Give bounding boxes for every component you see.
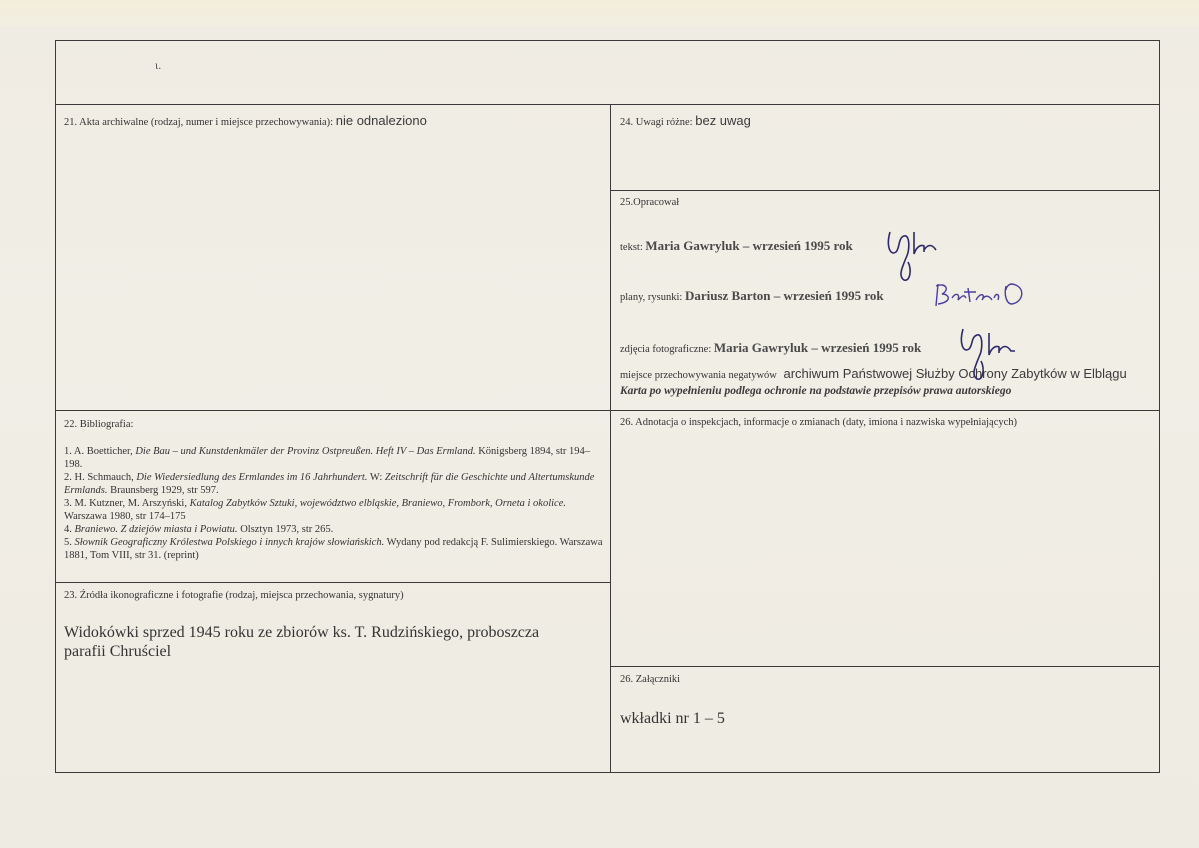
tekst-value: Maria Gawryluk – wrzesień 1995 rok (645, 238, 853, 253)
section-25-negatywy (620, 366, 1127, 381)
section-21 (64, 113, 427, 128)
negatywy-value: archiwum Państwowej Służby Ochrony Zabytków w Elblągu (783, 366, 1127, 381)
section-21-label: 21. Akta archiwalne (rodzaj, numer i miejsce przechowywania): (64, 117, 334, 128)
section-24 (620, 113, 751, 128)
divider-vertical (610, 104, 611, 773)
section-23-label: 23. Źródła ikonograficzne i fotografie (rodzaj, miejsca przechowania, sygnatury) (64, 590, 404, 601)
section-24-value: bez uwag (695, 113, 751, 128)
signature-gawryluk-2 (955, 325, 1025, 381)
bibliography-entry: 2. H. Schmauch, Die Wiedersiedlung des Ermlandes im 16 Jahrhundert. W: Zeitschrift für die Geschichte und Altertumskunde Ermlands. Braunsberg 1929, str 597. (64, 472, 595, 496)
section-22-label: 22. Bibliografia: (64, 419, 134, 430)
paper-top-edge (0, 0, 1199, 26)
tekst-label: tekst: (620, 242, 643, 253)
signature-gawryluk-1 (884, 222, 944, 284)
section-23-value-line1: Widokówki sprzed 1945 roku ze zbiorów ks. T. Rudzińskiego, proboszcza (64, 624, 540, 641)
section-25-label: 25.Opracował (620, 197, 680, 208)
zdjecia-label: zdjęcia fotograficzne: (620, 344, 712, 355)
divider-24-25 (611, 190, 1160, 191)
divider-26a-26b (611, 666, 1160, 667)
bibliography-list (64, 445, 604, 562)
copyright-notice: Karta po wypełnieniu podlega ochronie na podstawie przepisów prawa autorskiego (620, 385, 1012, 397)
divider-top (55, 104, 1160, 105)
section-25-tekst (620, 238, 853, 254)
section-25-zdjecia (620, 340, 921, 356)
zdjecia-value: Maria Gawryluk – wrzesień 1995 rok (713, 340, 922, 355)
bibliography-entry: 3. M. Kutzner, M. Arszyński, Katalog Zabytków Sztuki, województwo elbląskie, Braniewo, Frombork, Orneta i okolice. Warszawa 1980, str 174–175 (64, 498, 566, 522)
section-21-value: nie odnaleziono (335, 113, 427, 128)
section-26-attachments-value: wkładki nr 1 – 5 (620, 710, 725, 727)
top-mark: ɩ. (155, 58, 162, 72)
bibliography-entry: 1. A. Boetticher, Die Bau – und Kunstdenkmäler der Provinz Ostpreußen. Heft IV – Das Ermland. Königsberg 1894, str 194–198. (64, 446, 591, 470)
signature-barton (932, 278, 1028, 312)
divider-middle (55, 410, 1160, 411)
bibliography-entry: 5. Słownik Geograficzny Królestwa Polskiego i innych krajów słowiańskich. Wydany pod redakcją F. Sulimierskiego. Warszawa 1881, Tom VIII, str 31. (reprint) (64, 537, 603, 561)
section-23-value-line2: parafii Chruściel (64, 643, 172, 660)
plany-label: plany, rysunki: (620, 292, 683, 303)
divider-22-23 (55, 582, 611, 583)
plany-value: Dariusz Barton – wrzesień 1995 rok (684, 288, 884, 303)
section-24-label: 24. Uwagi różne: (620, 117, 693, 128)
form-frame (55, 40, 1160, 773)
negatywy-label: miejsce przechowywania negatywów (620, 370, 777, 381)
section-26-annotations-label: 26. Adnotacja o inspekcjach, informacje o zmianach (daty, imiona i nazwiska wypełniających) (620, 417, 1018, 428)
section-25-plany (620, 288, 884, 304)
bibliography-entry: 4. Braniewo. Z dziejów miasta i Powiatu. Olsztyn 1973, str 265. (64, 524, 334, 535)
section-26-attachments-label: 26. Załączniki (620, 674, 681, 685)
